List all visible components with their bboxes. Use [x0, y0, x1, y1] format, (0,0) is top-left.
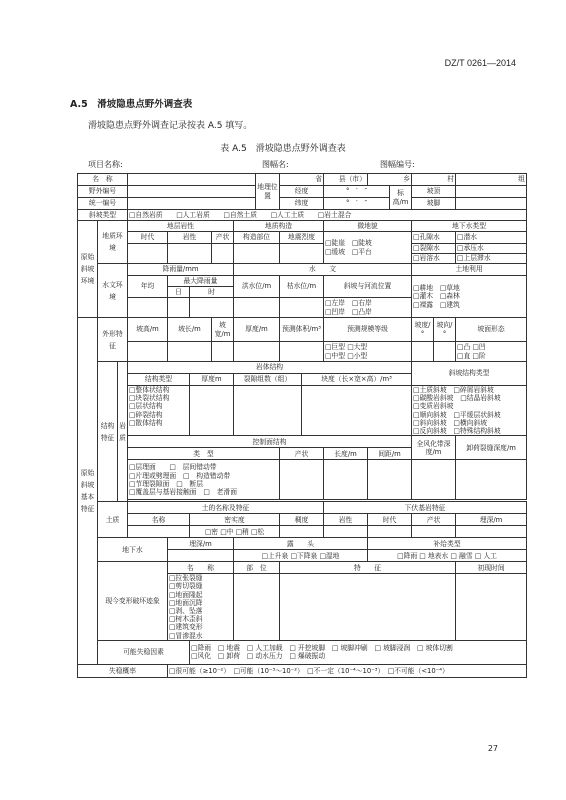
unload-field[interactable] — [456, 460, 527, 500]
deform-items[interactable]: □拉张裂缝 □剪切裂缝 □地面隆起 □地面沉降 □剥、坠落 □树木歪斜 □建筑变形 □冒渗混水 — [168, 574, 234, 641]
ctrl-spacing-field[interactable] — [368, 460, 412, 500]
ctrl-spacing-label: 间距/m — [368, 448, 412, 460]
ctrl-opt-2[interactable]: □片理或劈理面 □ 构造错动带 — [129, 471, 231, 480]
geo-position-label: 地理位置 — [256, 174, 280, 210]
deform-time-field[interactable] — [456, 574, 527, 641]
name-label: 名 称 — [78, 174, 128, 186]
groundwater-type-header: 地下水类型 — [412, 221, 527, 232]
land-opt-2[interactable]: □灌木 □森林 — [413, 292, 460, 301]
ctrl-len-label: 长度/m — [324, 448, 368, 460]
field-number-field[interactable] — [128, 186, 256, 198]
slope-struct-header: 斜坡结构类型 — [412, 362, 527, 386]
br-attitude-field[interactable] — [412, 526, 456, 538]
scale-opt-2[interactable]: □中型 □小型 — [325, 351, 368, 360]
thick-m-field[interactable] — [190, 386, 234, 436]
slope-foot-field[interactable] — [456, 198, 527, 210]
hour-label: 时 — [190, 287, 234, 298]
form-options[interactable] — [456, 342, 527, 362]
annual-label: 年均 — [128, 276, 168, 298]
gw-opt-1[interactable]: □孔隙水 — [412, 232, 456, 244]
land-use-header: 土地利用 — [412, 264, 527, 276]
lithology-label: 岩性 — [168, 232, 212, 244]
thickness-label: 厚度/m — [234, 318, 280, 342]
survey-form-table — [77, 173, 527, 678]
block-label: 块度（长×宽×高）/m³ — [302, 374, 412, 386]
slope-river-label: 斜坡与河流位置 — [324, 276, 412, 298]
deform-label: 现今变形破坏迹象 — [98, 562, 168, 641]
form-opt-1[interactable]: □凸 □凹 — [457, 343, 486, 352]
density-options[interactable]: □密 □中 □稍 □松 — [190, 526, 280, 538]
outcrop-options[interactable]: □上升泉 □下降泉 □湿地 — [234, 550, 368, 562]
factors-label: 可能失稳因素 — [98, 640, 190, 664]
gw-opt-2[interactable]: □裂隙水 — [412, 244, 456, 254]
ctrl-opt-1[interactable]: □层理面 □ 层间错动带 — [129, 463, 217, 472]
control-header: 控制面结构 — [128, 436, 412, 448]
day-field[interactable] — [168, 298, 190, 318]
longitude-label: 经度 — [280, 186, 324, 198]
shape-label: 外形特征 — [98, 318, 128, 362]
factors-options[interactable] — [190, 640, 527, 664]
river-options[interactable] — [324, 298, 412, 318]
recharge-options[interactable]: □降雨 □ 地表水 □ 融雪 □ 人工 — [368, 550, 527, 562]
direction-label: 坡向/° — [434, 318, 456, 342]
soil-name-header: 土的名称及特征 — [128, 502, 324, 514]
deform-feature-header: 特 征 — [280, 562, 456, 574]
weathering-label: 全风化带深度/m — [412, 436, 456, 460]
ss-opt-6[interactable]: □反向斜坡 □特殊结构斜坡 — [413, 427, 501, 436]
water-header: 水 文 — [234, 264, 412, 276]
height-field[interactable] — [128, 342, 168, 362]
geo-env-label: 地质环境 — [98, 221, 128, 264]
land-use-options[interactable] — [412, 276, 527, 318]
ctrl-opt-4[interactable]: □覆盖层与基岩接触面 □ 老滑面 — [129, 487, 237, 496]
struct-part-field[interactable] — [234, 244, 280, 264]
standard-code: DZ/T 0261—2014 — [444, 58, 516, 68]
latitude-field[interactable]: ° ′ ″ — [324, 198, 390, 210]
density-label: 密实度 — [190, 514, 280, 526]
structure-header: 地质构造 — [234, 221, 324, 232]
slope-top-label: 坡顶 — [412, 186, 456, 198]
slope-type-label: 斜坡类型 — [78, 210, 128, 221]
dry-level-field[interactable] — [280, 298, 324, 318]
table-caption: 表 A.5 滑坡隐患点野外调查表 — [220, 144, 346, 154]
length-field[interactable] — [168, 342, 212, 362]
unified-number-field[interactable] — [128, 198, 256, 210]
slope-foot-label: 坡脚 — [412, 198, 456, 210]
probability-label: 失稳概率 — [78, 664, 168, 677]
volume-field[interactable] — [280, 342, 324, 362]
br-era-label: 时代 — [368, 514, 412, 526]
river-opt-2[interactable]: □凹岸 □凸岸 — [325, 307, 372, 316]
micro-opt-1[interactable]: □陡崖 □陡坡 — [325, 239, 372, 248]
project-name-label: 项目名称: — [88, 160, 123, 169]
deform-time-header: 初现时间 — [456, 562, 527, 574]
scale-opt-1[interactable]: □巨型 □大型 — [325, 343, 368, 352]
gw-opt-5[interactable]: □承压水 — [456, 244, 527, 254]
br-depth-label: 埋深/m — [456, 514, 527, 526]
annual-field[interactable] — [128, 298, 168, 318]
attitude-label: 产状 — [212, 232, 234, 244]
map-number-label: 图幅编号: — [380, 160, 415, 169]
section-title: A.5 滑坡隐患点野外调查表 — [70, 99, 193, 110]
volume-label: 预测体积/m³ — [280, 318, 324, 342]
day-label: 日 — [168, 287, 190, 298]
longitude-field[interactable]: ° ′ ″ — [324, 186, 390, 198]
deform-part-header: 部 位 — [234, 562, 280, 574]
ctrl-type-options[interactable] — [128, 460, 280, 500]
ss-opt-1[interactable]: □土质斜坡 □碎屑岩斜坡 — [413, 386, 494, 394]
max-rain-label: 最大降雨量 — [168, 276, 234, 287]
direction-field[interactable] — [434, 342, 456, 362]
outcrop-label: 露 头 — [234, 538, 368, 550]
flood-level-field[interactable] — [234, 298, 280, 318]
gw-opt-3[interactable]: □岩溶水 — [412, 254, 456, 264]
br-depth-field[interactable] — [456, 526, 527, 538]
ss-opt-3[interactable]: □变质岩斜坡 — [413, 402, 454, 411]
br-era-field[interactable] — [368, 526, 412, 538]
micro-opt-2[interactable]: □缓坡 □平台 — [325, 247, 372, 256]
land-opt-1[interactable]: □耕地 □草地 — [413, 284, 460, 293]
slope-top-field[interactable] — [456, 186, 527, 198]
factors-line-1[interactable]: □降雨 □ 地震 □ 人工加载 □ 开挖坡脚 □ 坡脚冲刷 □ 坡脚浸润 □ 坡体切割 — [191, 644, 453, 653]
basic-features-label: 原始斜坡基本特征 — [78, 318, 98, 665]
slope-struct-options[interactable] — [412, 386, 527, 436]
township-label: 乡 — [368, 174, 412, 186]
angle-field[interactable] — [412, 342, 434, 362]
groundwater-label: 地下水 — [98, 538, 168, 562]
seismic-label: 地震烈度 — [280, 232, 324, 244]
county-label: 县（市） — [324, 174, 368, 186]
width-field[interactable] — [212, 342, 234, 362]
ss-opt-2[interactable]: □碳酸岩斜坡 □结晶岩斜坡 — [413, 394, 501, 403]
ctrl-len-field[interactable] — [324, 460, 368, 500]
form-opt-2[interactable]: □直 □阶 — [457, 351, 486, 360]
fissure-sets-label: 裂隙组数（组） — [234, 374, 302, 386]
field-number-label: 野外编号 — [78, 186, 128, 198]
lithology-field[interactable] — [168, 244, 212, 264]
soil-name-field[interactable] — [128, 526, 190, 538]
name-field[interactable] — [128, 174, 256, 186]
dry-level-label: 枯水位/m — [280, 276, 324, 298]
gw-opt-4[interactable]: □潜水 — [456, 232, 527, 244]
struct-feat-label: 结构特征 — [98, 362, 118, 502]
struct-part-label: 构造部位 — [234, 232, 280, 244]
ss-opt-5[interactable]: □斜向斜坡 □横向斜坡 — [413, 418, 488, 427]
seismic-field[interactable] — [280, 244, 324, 264]
era-field[interactable] — [128, 244, 168, 264]
height-label: 坡高/m — [128, 318, 168, 342]
consistency-label: 稠度 — [280, 514, 324, 526]
unified-number-label: 统一编号 — [78, 198, 128, 210]
hour-field[interactable] — [190, 298, 234, 318]
hydro-env-label: 水文环境 — [98, 264, 128, 318]
ctrl-type-label: 类 型 — [128, 448, 280, 460]
thickness-field[interactable] — [234, 342, 280, 362]
slope-type-options[interactable]: □自然岩质 □人工岩质 □自然土质 □人工土质 □岩土混合 — [128, 210, 527, 221]
thick-m-label: 厚度m — [190, 374, 234, 386]
br-attitude-label: 产状 — [412, 514, 456, 526]
strata-header: 地层岩性 — [128, 221, 234, 232]
deform-name-header: 名 称 — [168, 562, 234, 574]
micro-landform-header: 微地貌 — [324, 221, 412, 232]
group-label: 组 — [456, 174, 527, 186]
width-label: 坡宽/m — [212, 318, 234, 342]
ss-opt-4[interactable]: □顺向斜坡 □平缓层状斜坡 — [413, 410, 501, 419]
rainfall-header: 降雨量/mm — [128, 264, 234, 276]
recharge-label: 补给类型 — [368, 538, 527, 550]
deform-part-field[interactable] — [234, 574, 280, 641]
struct-type-label: 结构类型 — [128, 374, 190, 386]
br-lith-field[interactable] — [324, 526, 368, 538]
province-label: 省 — [280, 174, 324, 186]
land-opt-3[interactable]: □裸露 □建筑 — [413, 300, 460, 309]
era-label: 时代 — [128, 232, 168, 244]
struct-type-options[interactable]: □整体状结构 □块裂状结构 □层状结构 □碎裂结构 □散体结构 — [128, 386, 190, 436]
angle-label: 坡度/° — [412, 318, 434, 342]
attitude-field[interactable] — [212, 244, 234, 264]
length-label: 坡长/m — [168, 318, 212, 342]
original-slope-env-label: 原始斜坡环境 — [78, 221, 98, 318]
ctrl-attitude-field[interactable] — [280, 460, 324, 500]
gw-opt-6[interactable]: □上层滞水 — [456, 254, 527, 264]
soil-name-label: 名称 — [128, 514, 190, 526]
village-label: 村 — [412, 174, 456, 186]
fissure-sets-field[interactable] — [234, 386, 302, 436]
deform-feature-field[interactable] — [280, 574, 456, 641]
river-opt-1[interactable]: □左岸 □右岸 — [325, 299, 372, 308]
intro-text: 滑坡隐患点野外调查记录按表 A.5 填写。 — [88, 121, 253, 131]
micro-landform-options[interactable] — [324, 232, 412, 264]
elevation-label: 标高/m — [390, 186, 412, 210]
latitude-label: 纬度 — [280, 198, 324, 210]
form-label: 坡面形态 — [456, 318, 527, 342]
rock-struct-header: 岩体结构 — [128, 362, 412, 374]
gw-depth-field[interactable] — [168, 550, 234, 562]
probability-options[interactable]: □很可能（≥10⁻²） □可能（10⁻³～10⁻²） □不一定（10⁻⁴～10⁻³） □不可能（<10⁻⁴） — [168, 664, 527, 677]
br-lith-label: 岩性 — [324, 514, 368, 526]
scale-options[interactable] — [324, 342, 412, 362]
gw-depth-label: 埋深/m — [168, 538, 234, 550]
ctrl-attitude-label: 产状 — [280, 448, 324, 460]
weathering-field[interactable] — [412, 460, 456, 500]
factors-line-2[interactable]: □风化 □ 卸荷 □ 动水压力 □ 爆破振动 — [191, 652, 326, 661]
flood-level-label: 洪水位/m — [234, 276, 280, 298]
page-number: 27 — [487, 744, 498, 753]
bedrock-header: 下伏基岩特征 — [324, 502, 527, 514]
map-name-label: 图幅名: — [262, 160, 289, 169]
unload-label: 卸荷裂缝深度/m — [456, 436, 527, 460]
soil-label: 土质 — [98, 502, 128, 538]
rock-label: 岩质 — [118, 362, 128, 502]
consistency-field[interactable] — [280, 526, 324, 538]
scale-label: 预测规模等级 — [324, 318, 412, 342]
block-field[interactable] — [302, 386, 412, 436]
ctrl-opt-3[interactable]: □节理裂隙面 □ 断层 — [129, 479, 204, 488]
